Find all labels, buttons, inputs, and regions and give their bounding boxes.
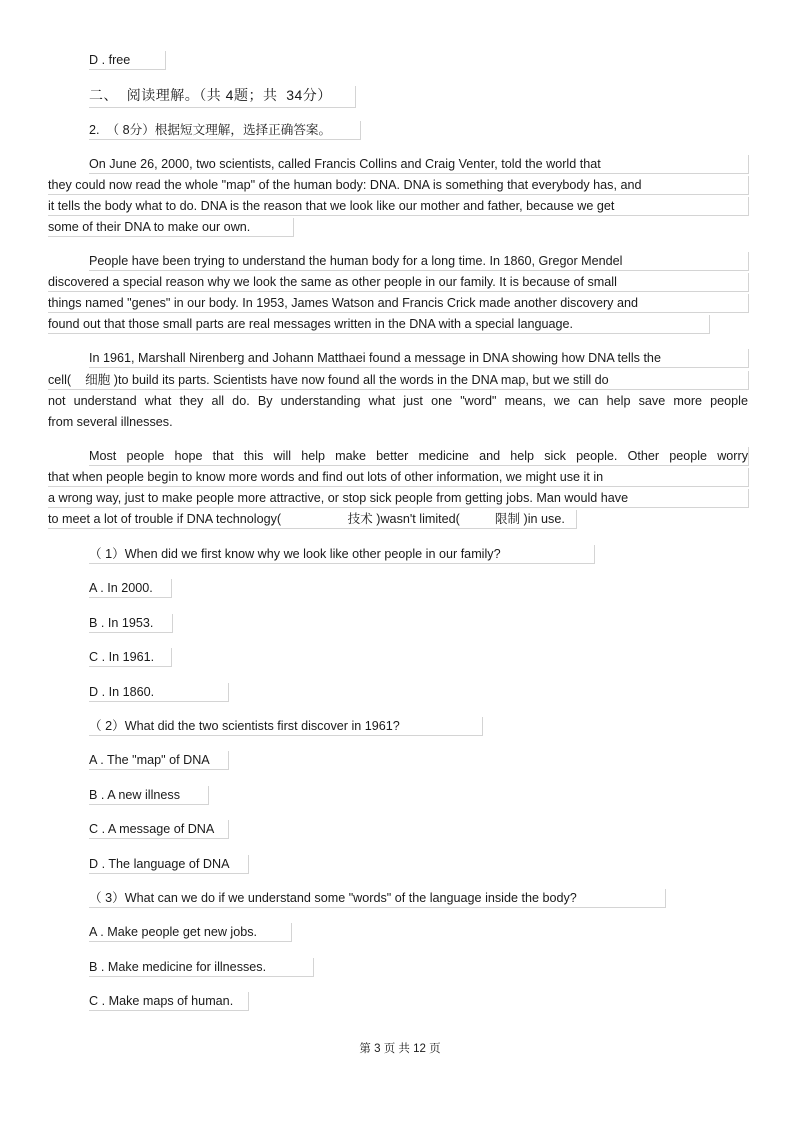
passage-p4-line3: a wrong way, just to make people more attractive, or stop sick people from getting jobs. Man would have (48, 489, 749, 508)
passage-p2-line3: things named "genes" in our body. In 1953, James Watson and Francis Crick made another discovery and (48, 294, 749, 313)
q1-option-b: B . In 1953. (89, 614, 173, 633)
question-1-stem: （ 1）When did we first know why we look like other people in our family? (89, 545, 595, 564)
passage-p3-line1: In 1961, Marshall Nirenberg and Johann Matthaei found a message in DNA showing how DNA tells the (89, 349, 749, 368)
q2-option-c: C . A message of DNA (89, 820, 229, 839)
q2-option-d: D . The language of DNA (89, 855, 249, 874)
q1-option-d: D . In 1860. (89, 683, 229, 702)
passage-p1-line2: they could now read the whole "map" of the human body: DNA. DNA is something that everybody has, and (48, 176, 749, 195)
section-title: 二、 阅读理解。（共 4题；共 34分） (89, 86, 356, 108)
question-header: 2. （ 8分）根据短文理解，选择正确答案。 (89, 121, 361, 140)
passage-p4-line1: Most people hope that this will help make better medicine and help sick people. Other people worry (89, 447, 749, 466)
passage-p1-line1: On June 26, 2000, two scientists, called Francis Collins and Craig Venter, told the world that (89, 155, 749, 174)
passage-p3-line4: from several illnesses. (48, 415, 173, 429)
passage-p2-line4: found out that those small parts are real messages written in the DNA with a special language. (48, 315, 710, 334)
passage-p2-line1: People have been trying to understand the human body for a long time. In 1860, Gregor Mendel (89, 252, 749, 271)
q3-option-a: A . Make people get new jobs. (89, 923, 292, 942)
q1-option-a: A . In 2000. (89, 579, 172, 598)
page-footer: 第 3 页 共 12 页 (359, 1043, 441, 1055)
question-3-stem: （ 3）What can we do if we understand some "words" of the language inside the body? (89, 889, 666, 908)
passage-p1-line3: it tells the body what to do. DNA is the reason that we look like our mother and father, because we get (48, 197, 749, 216)
q1-option-c: C . In 1961. (89, 648, 172, 667)
option-d-free: D . free (89, 51, 166, 70)
passage-p3-line3: not understand what they all do. By understanding what just one "word" means, we can help save more people (48, 394, 748, 408)
q2-option-a: A . The "map" of DNA (89, 751, 229, 770)
q3-option-c: C . Make maps of human. (89, 992, 249, 1011)
passage-p4-line2: that when people begin to know more words and find out lots of other information, we might use it in (48, 468, 749, 487)
passage-p1-line4: some of their DNA to make our own. (48, 218, 294, 237)
q2-option-b: B . A new illness (89, 786, 209, 805)
passage-p3-line2: cell( 细胞 )to build its parts. Scientists have now found all the words in the DNA map, but we still do (48, 371, 749, 390)
passage-p4-line4: to meet a lot of trouble if DNA technology( 技术 )wasn't limited( 限制 )in use. (48, 510, 577, 529)
q3-option-b: B . Make medicine for illnesses. (89, 958, 314, 977)
question-2-stem: （ 2）What did the two scientists first discover in 1961? (89, 717, 483, 736)
passage-p2-line2: discovered a special reason why we look the same as other people in our family. It is because of small (48, 273, 749, 292)
